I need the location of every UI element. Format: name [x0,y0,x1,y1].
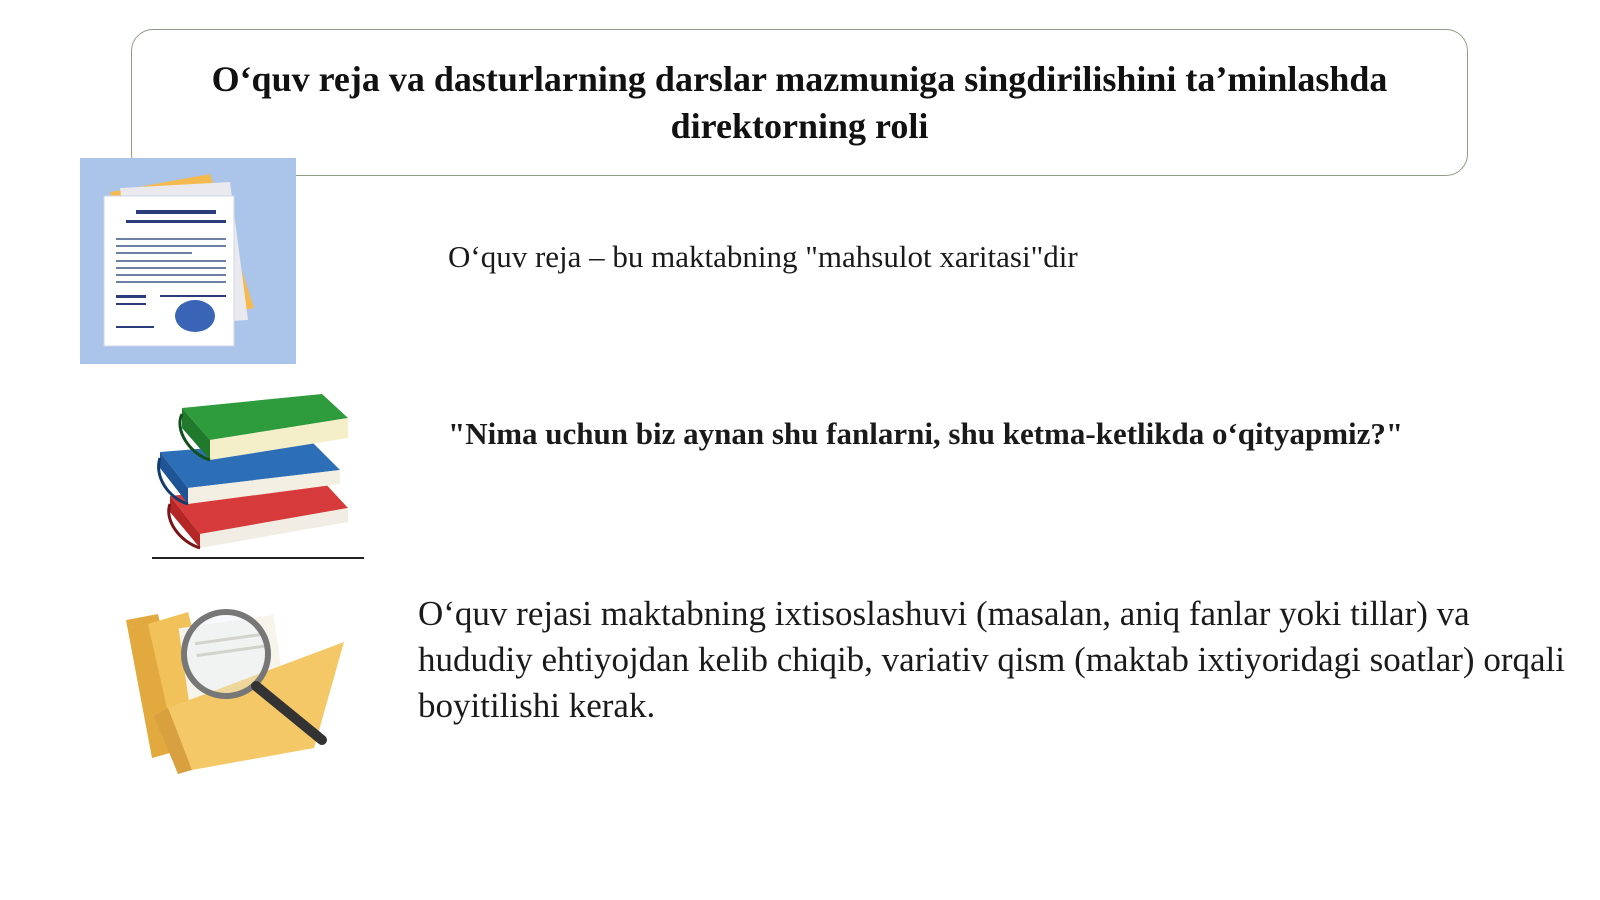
item-2-text: "Nima uchun biz aynan shu fanlarni, shu ketma-ketlikda o‘qityapmiz?" [448,416,1404,451]
books-stack-icon [152,388,372,560]
certificate-document-icon [80,158,296,364]
item-1-text: O‘quv reja – bu maktabning "mahsulot xaritasi"dir [448,239,1078,274]
item-3-text: O‘quv rejasi maktabning ixtisoslashuvi (masalan, aniq fanlar yoki tillar) va hududiy ehtiyojdan kelib chiqib, variativ qism (maktab ixtiyoridagi soatlar) orqali boyitilishi kerak. [418,594,1565,725]
title-box [131,29,1468,176]
folder-magnifier-icon [108,598,368,788]
slide-title: O‘quv reja va dasturlarning darslar mazmuniga singdirilishini ta’minlashda direktorning roli [211,58,1388,146]
